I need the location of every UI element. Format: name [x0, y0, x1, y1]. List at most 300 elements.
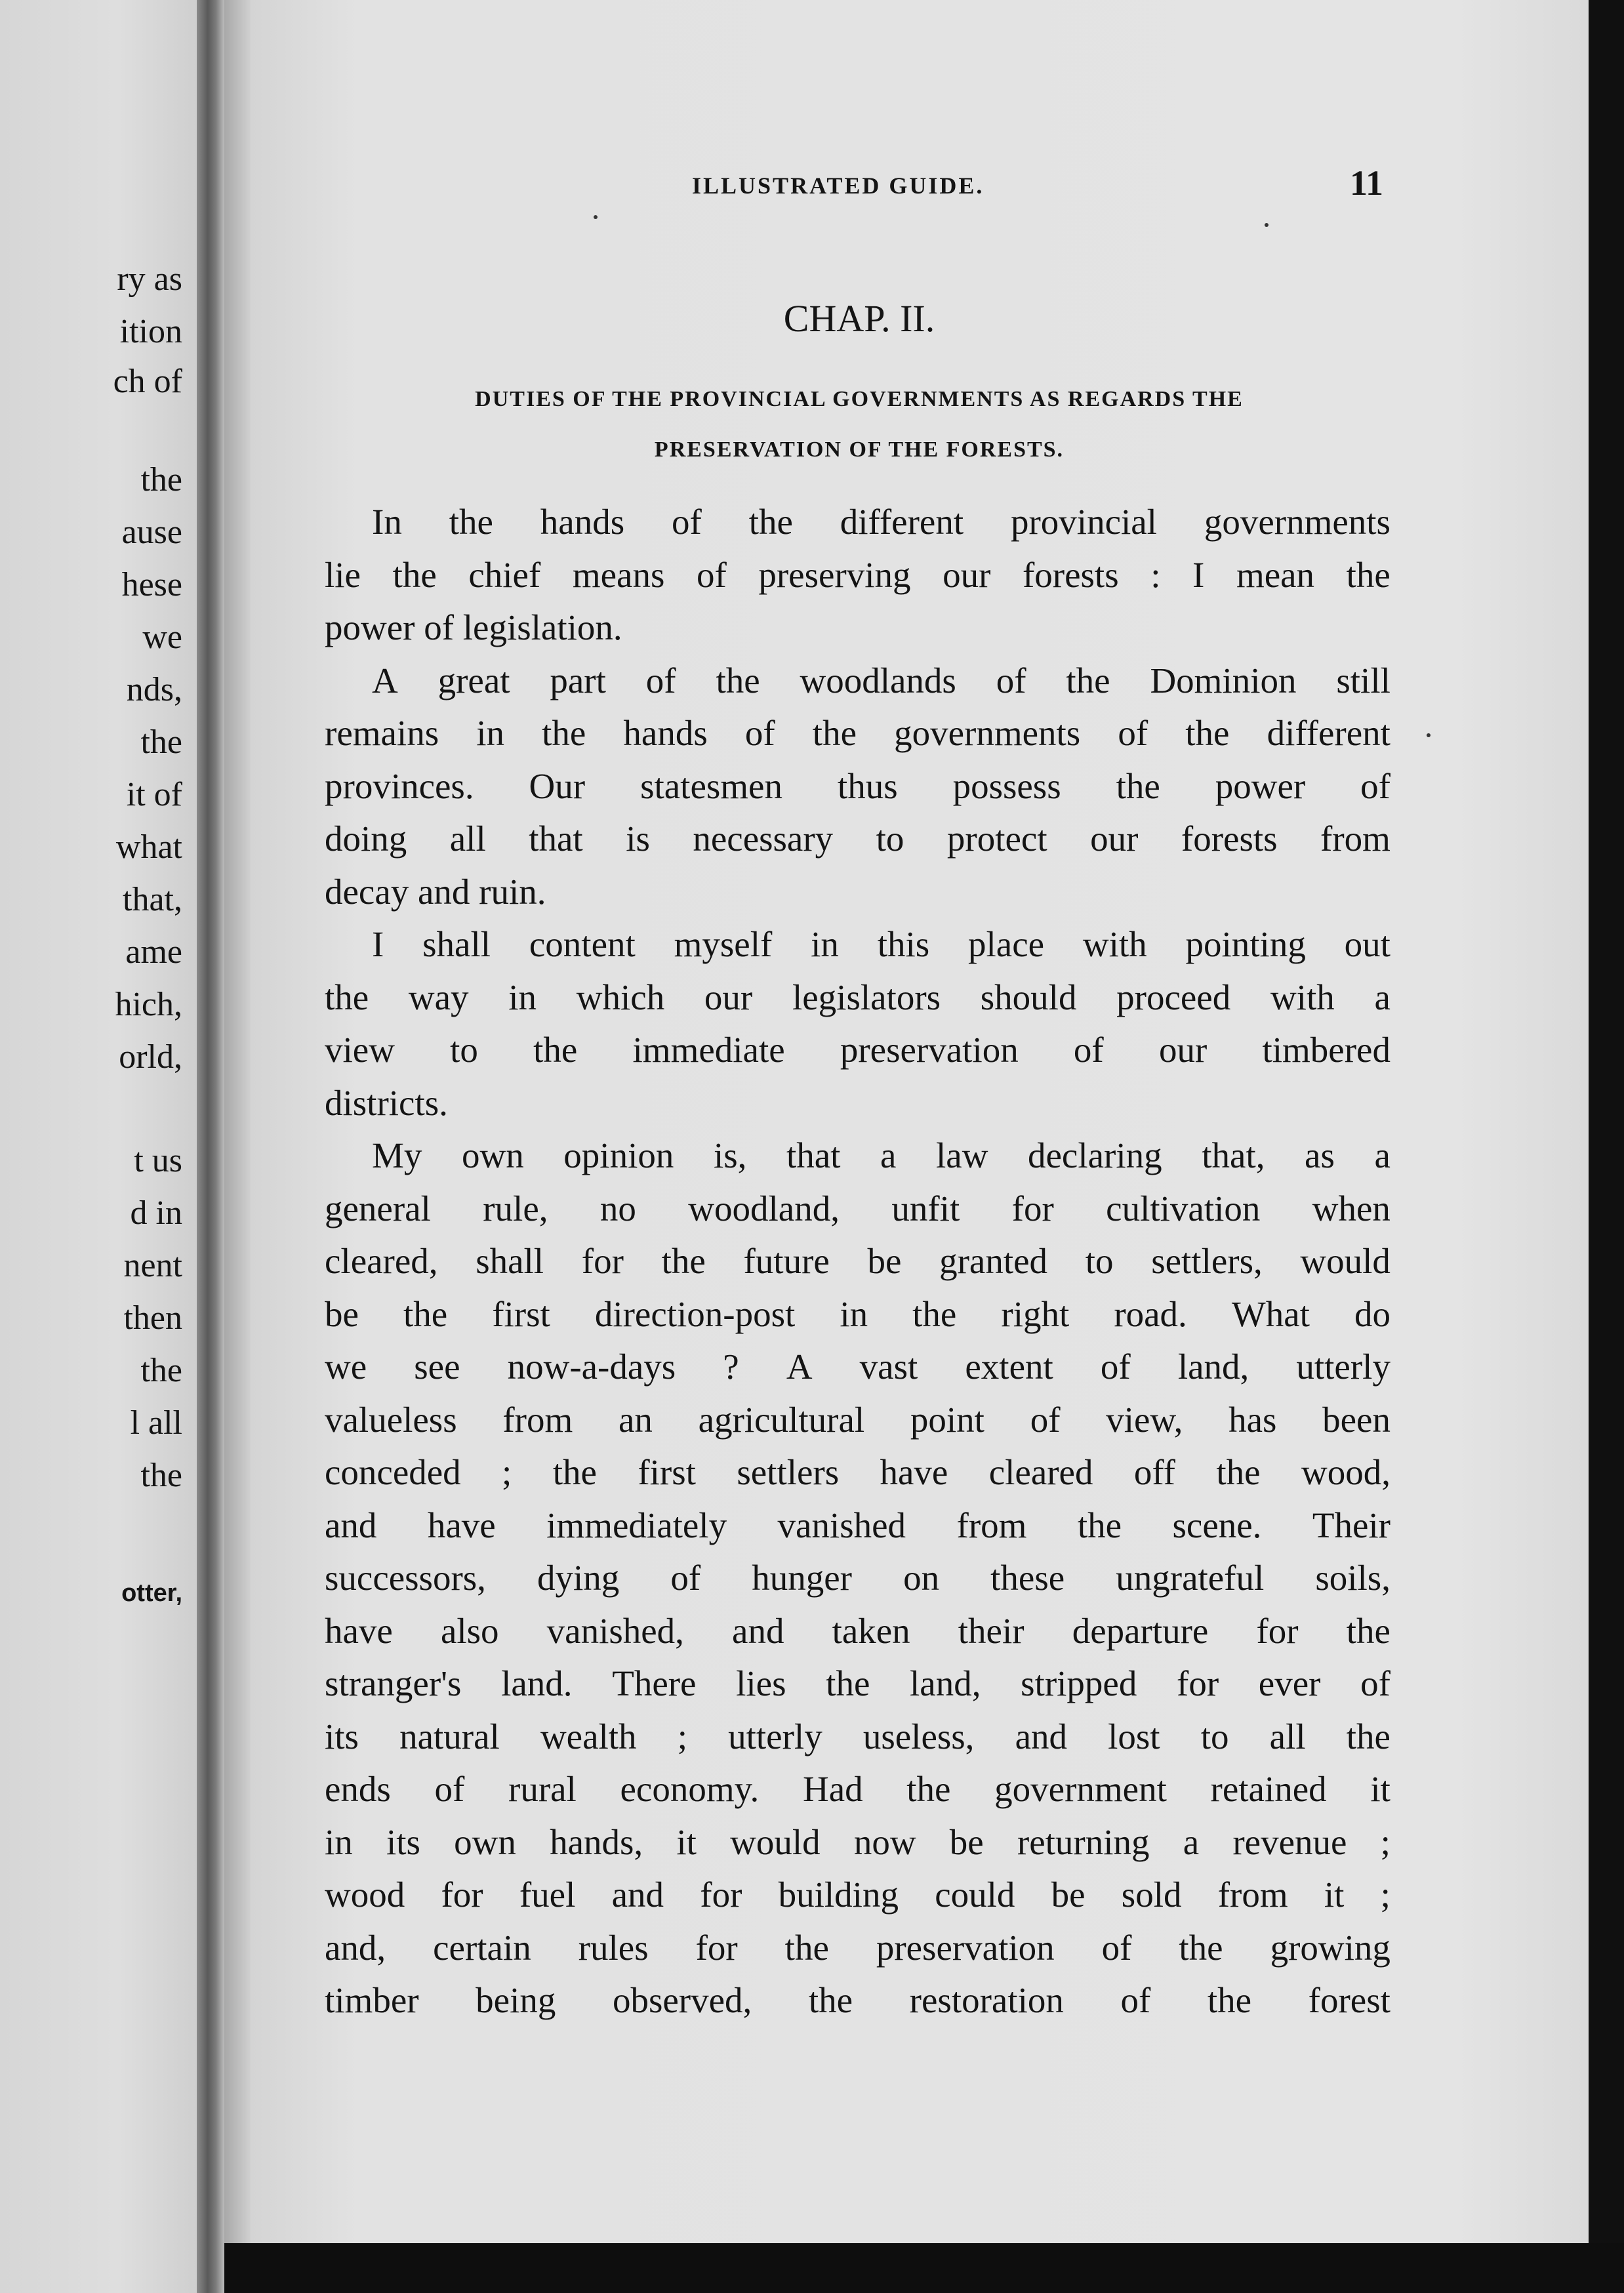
word: settlers,	[1151, 1241, 1263, 1281]
body-text-line	[325, 1869, 1391, 1922]
body-text-line	[325, 1129, 1391, 1183]
word: woodland,	[688, 1188, 840, 1228]
word: be	[867, 1241, 902, 1281]
word: the	[812, 713, 857, 753]
word: been	[1322, 1399, 1391, 1440]
left-page-text-fragment: the	[140, 461, 182, 498]
word: right	[1001, 1293, 1070, 1334]
word: hands,	[550, 1821, 643, 1862]
word: still	[1336, 660, 1391, 700]
word: of	[645, 660, 676, 700]
word: to	[1085, 1241, 1114, 1281]
word: timber	[325, 1980, 419, 2020]
word: the	[542, 713, 586, 753]
word: immediately	[546, 1505, 727, 1545]
word: and,	[325, 1927, 386, 1968]
word: the	[1346, 554, 1391, 595]
gutter-shadow	[224, 0, 251, 2293]
body-text-line	[325, 549, 1391, 602]
word: thus	[837, 765, 898, 806]
word: of	[696, 554, 727, 595]
body-text-line	[325, 1657, 1391, 1711]
word: is	[626, 819, 650, 859]
word: the	[1077, 1505, 1122, 1545]
word: direction-post	[594, 1293, 796, 1334]
left-page-text-fragment: we	[142, 619, 182, 656]
left-page-text-fragment: the	[140, 723, 182, 761]
body-text-line: power of legislation.	[325, 607, 622, 647]
word: provinces.	[325, 765, 474, 806]
word: with	[1082, 924, 1147, 964]
word: provincial	[1010, 502, 1157, 542]
word: the	[552, 1452, 597, 1492]
word: agricultural	[698, 1399, 865, 1440]
word: have	[880, 1452, 948, 1492]
body-text-line	[325, 1922, 1391, 1975]
word: natural	[399, 1716, 500, 1756]
word: in	[508, 977, 537, 1017]
word: wood,	[1301, 1452, 1391, 1492]
word: now-a-days	[507, 1347, 676, 1387]
word: of	[1100, 1347, 1131, 1387]
running-head: ILLUSTRATED GUIDE.	[692, 172, 985, 199]
body-text-line	[325, 496, 1391, 549]
left-page-text-fragment: ry as	[117, 260, 182, 298]
left-page-text-fragment: then	[123, 1299, 182, 1337]
word: own	[461, 1135, 524, 1175]
word: its	[386, 1821, 420, 1862]
body-text-line	[325, 1499, 1391, 1552]
word: unfit	[891, 1188, 960, 1228]
word: for	[441, 1875, 483, 1915]
word: preservation	[876, 1927, 1055, 1968]
scan-right-border	[1589, 0, 1624, 2293]
word: would	[730, 1821, 821, 1862]
word: the	[533, 1030, 578, 1070]
word: ;	[1380, 1875, 1391, 1915]
word: also	[440, 1610, 499, 1651]
word: it	[1370, 1769, 1391, 1809]
left-page-text-fragment: the	[140, 1352, 182, 1389]
word: the	[325, 977, 369, 1017]
word: the	[1346, 1610, 1391, 1651]
body-text-line	[325, 655, 1391, 708]
left-page-text-fragment: t us	[134, 1142, 182, 1179]
body-text-line	[325, 1394, 1391, 1447]
left-page-text-fragment: that,	[123, 881, 182, 918]
body-text-line	[325, 813, 1391, 866]
word: that	[529, 819, 583, 859]
word: the	[403, 1293, 448, 1334]
word: and	[1015, 1716, 1067, 1756]
word: of	[1073, 1030, 1104, 1070]
word: would	[1300, 1241, 1391, 1281]
word: What	[1231, 1293, 1310, 1334]
body-text-line	[325, 1183, 1391, 1236]
body-text-line: districts.	[325, 1082, 448, 1123]
left-page-text-fragment: what	[115, 828, 182, 866]
word: opinion	[563, 1135, 674, 1175]
word: from	[1320, 819, 1391, 859]
word: of	[1360, 1663, 1391, 1703]
word: proceed	[1116, 977, 1231, 1017]
word: content	[529, 924, 636, 964]
word: which	[576, 977, 665, 1017]
word: a	[1374, 1135, 1391, 1175]
word: useless,	[863, 1716, 975, 1756]
word: the	[906, 1769, 951, 1809]
word: hands	[623, 713, 708, 753]
word: shall	[422, 924, 491, 964]
page-number: 11	[1350, 163, 1384, 203]
word: is,	[713, 1135, 747, 1175]
word: the	[1346, 1716, 1391, 1756]
word: and	[611, 1875, 664, 1915]
left-page-text-fragment: nds,	[126, 671, 182, 708]
left-page-text-fragment: l all	[130, 1404, 182, 1442]
word: great	[437, 660, 510, 700]
word: a	[1183, 1821, 1200, 1862]
word: different	[1267, 713, 1391, 753]
word: do	[1354, 1293, 1391, 1334]
word: successors,	[325, 1558, 486, 1598]
word: cultivation	[1106, 1188, 1261, 1228]
word: should	[980, 977, 1077, 1017]
word: land,	[1177, 1347, 1249, 1387]
book-gutter	[197, 0, 224, 2293]
word: of	[1360, 765, 1391, 806]
word: wealth	[540, 1716, 637, 1756]
body-text-line	[325, 707, 1391, 760]
word: for	[695, 1927, 738, 1968]
word: view	[325, 1030, 395, 1070]
word: the	[716, 660, 760, 700]
left-page-text-fragment: nent	[123, 1247, 182, 1284]
word: of	[1120, 1980, 1151, 2020]
word: of	[670, 1558, 701, 1598]
word: for	[581, 1241, 624, 1281]
word: doing	[325, 819, 407, 859]
word: rural	[508, 1769, 577, 1809]
word: vanished,	[546, 1610, 684, 1651]
body-text-line	[325, 971, 1391, 1025]
word: pointing	[1185, 924, 1306, 964]
body-text-line	[325, 1341, 1391, 1394]
word: departure	[1072, 1610, 1209, 1651]
word: legislators	[792, 977, 941, 1017]
word: in	[325, 1821, 353, 1862]
word: for	[700, 1875, 742, 1915]
left-page-fragment	[0, 0, 197, 2293]
word: vanished	[777, 1505, 906, 1545]
word: the	[1066, 660, 1110, 700]
word: certain	[433, 1927, 531, 1968]
word: timbered	[1262, 1030, 1391, 1070]
word: see	[414, 1347, 460, 1387]
word: the	[748, 502, 793, 542]
word: be	[325, 1293, 359, 1334]
word: part	[550, 660, 606, 700]
word: for	[1256, 1610, 1299, 1651]
word: ends	[325, 1769, 391, 1809]
word: In	[372, 502, 402, 542]
word: the	[912, 1293, 957, 1334]
word: retained	[1210, 1769, 1327, 1809]
word: fuel	[519, 1875, 576, 1915]
word: now	[853, 1821, 916, 1862]
word: extent	[965, 1347, 1053, 1387]
word: first	[638, 1452, 696, 1492]
word: scene.	[1172, 1505, 1262, 1545]
word: from	[502, 1399, 573, 1440]
word: ungrateful	[1116, 1558, 1265, 1598]
left-page-text-fragment: hese	[121, 566, 182, 603]
word: of	[1101, 1927, 1132, 1968]
word: the	[1116, 765, 1160, 806]
word: chief	[468, 554, 541, 595]
word: these	[990, 1558, 1065, 1598]
body-text-line	[325, 1763, 1391, 1816]
left-page-text-fragment: it of	[126, 776, 182, 813]
word: sold	[1121, 1875, 1182, 1915]
word: own	[454, 1821, 516, 1862]
word: growing	[1270, 1927, 1391, 1968]
word: when	[1312, 1188, 1391, 1228]
word: the	[661, 1241, 706, 1281]
word: and	[732, 1610, 784, 1651]
word: ?	[723, 1347, 739, 1387]
word: A	[372, 660, 398, 700]
body-text-line	[325, 1816, 1391, 1869]
word: declaring	[1028, 1135, 1162, 1175]
word: of	[671, 502, 702, 542]
body-text-line	[325, 1711, 1391, 1764]
word: A	[786, 1347, 813, 1387]
word: Dominion	[1150, 660, 1297, 700]
word: stranger's	[325, 1663, 462, 1703]
left-page-text-fragment: hich,	[115, 986, 182, 1023]
word: from	[1217, 1875, 1288, 1915]
word: settlers	[737, 1452, 840, 1492]
word: the	[1179, 1927, 1223, 1968]
word: that	[786, 1135, 841, 1175]
word: ;	[502, 1452, 512, 1492]
scan-bottom-border	[224, 2243, 1624, 2293]
word: possess	[952, 765, 1061, 806]
word: the	[449, 502, 493, 542]
word: we	[325, 1347, 367, 1387]
word: be	[1051, 1875, 1086, 1915]
word: place	[968, 924, 1045, 964]
word: in	[476, 713, 504, 753]
word: My	[372, 1135, 422, 1175]
word: road.	[1114, 1293, 1187, 1334]
word: to	[876, 819, 904, 859]
left-page-text-fragment: ch of	[113, 363, 182, 400]
word: in	[811, 924, 839, 964]
word: forests	[1022, 554, 1119, 595]
word: point	[910, 1399, 985, 1440]
body-text-line	[325, 760, 1391, 813]
left-page-text-fragment: ition	[119, 313, 182, 350]
word: :	[1150, 554, 1161, 595]
word: Had	[802, 1769, 863, 1809]
word: forest	[1308, 1980, 1391, 2020]
word: governments	[894, 713, 1081, 753]
word: land,	[910, 1663, 981, 1703]
word: Our	[529, 765, 586, 806]
word: out	[1344, 924, 1391, 964]
word: and	[325, 1505, 377, 1545]
word: as	[1305, 1135, 1335, 1175]
word: utterly	[1296, 1347, 1391, 1387]
word: law	[936, 1135, 988, 1175]
word: that,	[1202, 1135, 1265, 1175]
word: lies	[736, 1663, 786, 1703]
word: way	[408, 977, 469, 1017]
word: of	[434, 1769, 465, 1809]
word: There	[612, 1663, 697, 1703]
print-speck	[594, 215, 598, 219]
body-text-line	[325, 1552, 1391, 1605]
word: to	[450, 1030, 478, 1070]
word: the	[392, 554, 437, 595]
word: being	[476, 1980, 556, 2020]
word: vast	[859, 1347, 918, 1387]
body-text-line: decay and ruin.	[325, 871, 546, 912]
word: immediate	[632, 1030, 785, 1070]
word: in	[840, 1293, 868, 1334]
word: building	[778, 1875, 899, 1915]
word: general	[325, 1188, 431, 1228]
left-page-text-fragment: d in	[130, 1194, 182, 1232]
word: mean	[1236, 554, 1315, 595]
word: with	[1270, 977, 1335, 1017]
word: its	[325, 1716, 359, 1756]
word: lie	[325, 554, 361, 595]
left-page-text-fragment: orld,	[119, 1038, 182, 1076]
left-page-text-fragment: ame	[125, 933, 182, 971]
word: view,	[1106, 1399, 1183, 1440]
word: means	[572, 554, 665, 595]
word: off	[1133, 1452, 1175, 1492]
word: from	[956, 1505, 1027, 1545]
word: our	[1158, 1030, 1208, 1070]
word: the	[1207, 1980, 1252, 2020]
word: of	[744, 713, 775, 753]
word: rule,	[483, 1188, 548, 1228]
word: the	[826, 1663, 870, 1703]
word: myself	[674, 924, 773, 964]
word: an	[619, 1399, 653, 1440]
word: taken	[832, 1610, 910, 1651]
word: shall	[476, 1241, 544, 1281]
word: it	[676, 1821, 697, 1862]
word: have	[427, 1505, 496, 1545]
word: different	[840, 502, 964, 542]
word: on	[903, 1558, 940, 1598]
left-page-text-fragment: ause	[121, 514, 182, 551]
word: forests	[1181, 819, 1278, 859]
word: our	[704, 977, 753, 1017]
word: our	[1090, 819, 1139, 859]
word: land.	[501, 1663, 573, 1703]
word: utterly	[728, 1716, 822, 1756]
word: of	[1030, 1399, 1061, 1440]
word: the	[1216, 1452, 1261, 1492]
word: a	[1374, 977, 1391, 1017]
word: Their	[1312, 1505, 1391, 1545]
chapter-subheading-line-1: DUTIES OF THE PROVINCIAL GOVERNMENTS AS REGARDS THE	[475, 387, 1244, 411]
word: cleared,	[325, 1241, 438, 1281]
word: could	[935, 1875, 1015, 1915]
word: dying	[537, 1558, 620, 1598]
word: all	[449, 819, 486, 859]
word: cleared	[988, 1452, 1093, 1492]
word: their	[958, 1610, 1025, 1651]
word: restoration	[909, 1980, 1064, 2020]
word: I	[1192, 554, 1205, 595]
word: hands	[540, 502, 625, 542]
word: stripped	[1021, 1663, 1137, 1703]
print-speck	[1265, 223, 1269, 227]
word: it	[1324, 1875, 1345, 1915]
word: ;	[1380, 1821, 1391, 1862]
word: be	[949, 1821, 984, 1862]
word: ;	[677, 1716, 687, 1756]
word: preservation	[840, 1030, 1019, 1070]
left-page-text-fragment: otter,	[121, 1579, 182, 1607]
word: valueless	[325, 1399, 457, 1440]
body-text-line	[325, 1446, 1391, 1499]
word: a	[880, 1135, 897, 1175]
word: hunger	[752, 1558, 852, 1598]
word: our	[943, 554, 991, 595]
word: no	[599, 1188, 636, 1228]
word: has	[1228, 1399, 1277, 1440]
word: statesmen	[640, 765, 782, 806]
word: rules	[578, 1927, 649, 1968]
word: power	[1215, 765, 1306, 806]
body-text-line	[325, 1605, 1391, 1658]
word: necessary	[693, 819, 834, 859]
word: for	[1177, 1663, 1219, 1703]
word: lost	[1108, 1716, 1160, 1756]
word: granted	[939, 1241, 1048, 1281]
word: governments	[1204, 502, 1391, 542]
word: for	[1011, 1188, 1054, 1228]
body-text	[325, 496, 1391, 2027]
word: economy.	[620, 1769, 760, 1809]
word: woodlands	[800, 660, 956, 700]
body-text-line	[325, 1024, 1391, 1077]
body-text-line	[325, 1235, 1391, 1288]
chapter-heading: CHAP. II.	[783, 297, 935, 340]
word: observed,	[612, 1980, 752, 2020]
word: to	[1200, 1716, 1229, 1756]
word: the	[808, 1980, 853, 2020]
word: soils,	[1315, 1558, 1391, 1598]
word: all	[1269, 1716, 1306, 1756]
body-text-line	[325, 1288, 1391, 1341]
word: protect	[946, 819, 1047, 859]
word: of	[1118, 713, 1148, 753]
word: returning	[1017, 1821, 1150, 1862]
word: future	[743, 1241, 830, 1281]
word: the	[784, 1927, 829, 1968]
word: wood	[325, 1875, 405, 1915]
word: ever	[1258, 1663, 1321, 1703]
